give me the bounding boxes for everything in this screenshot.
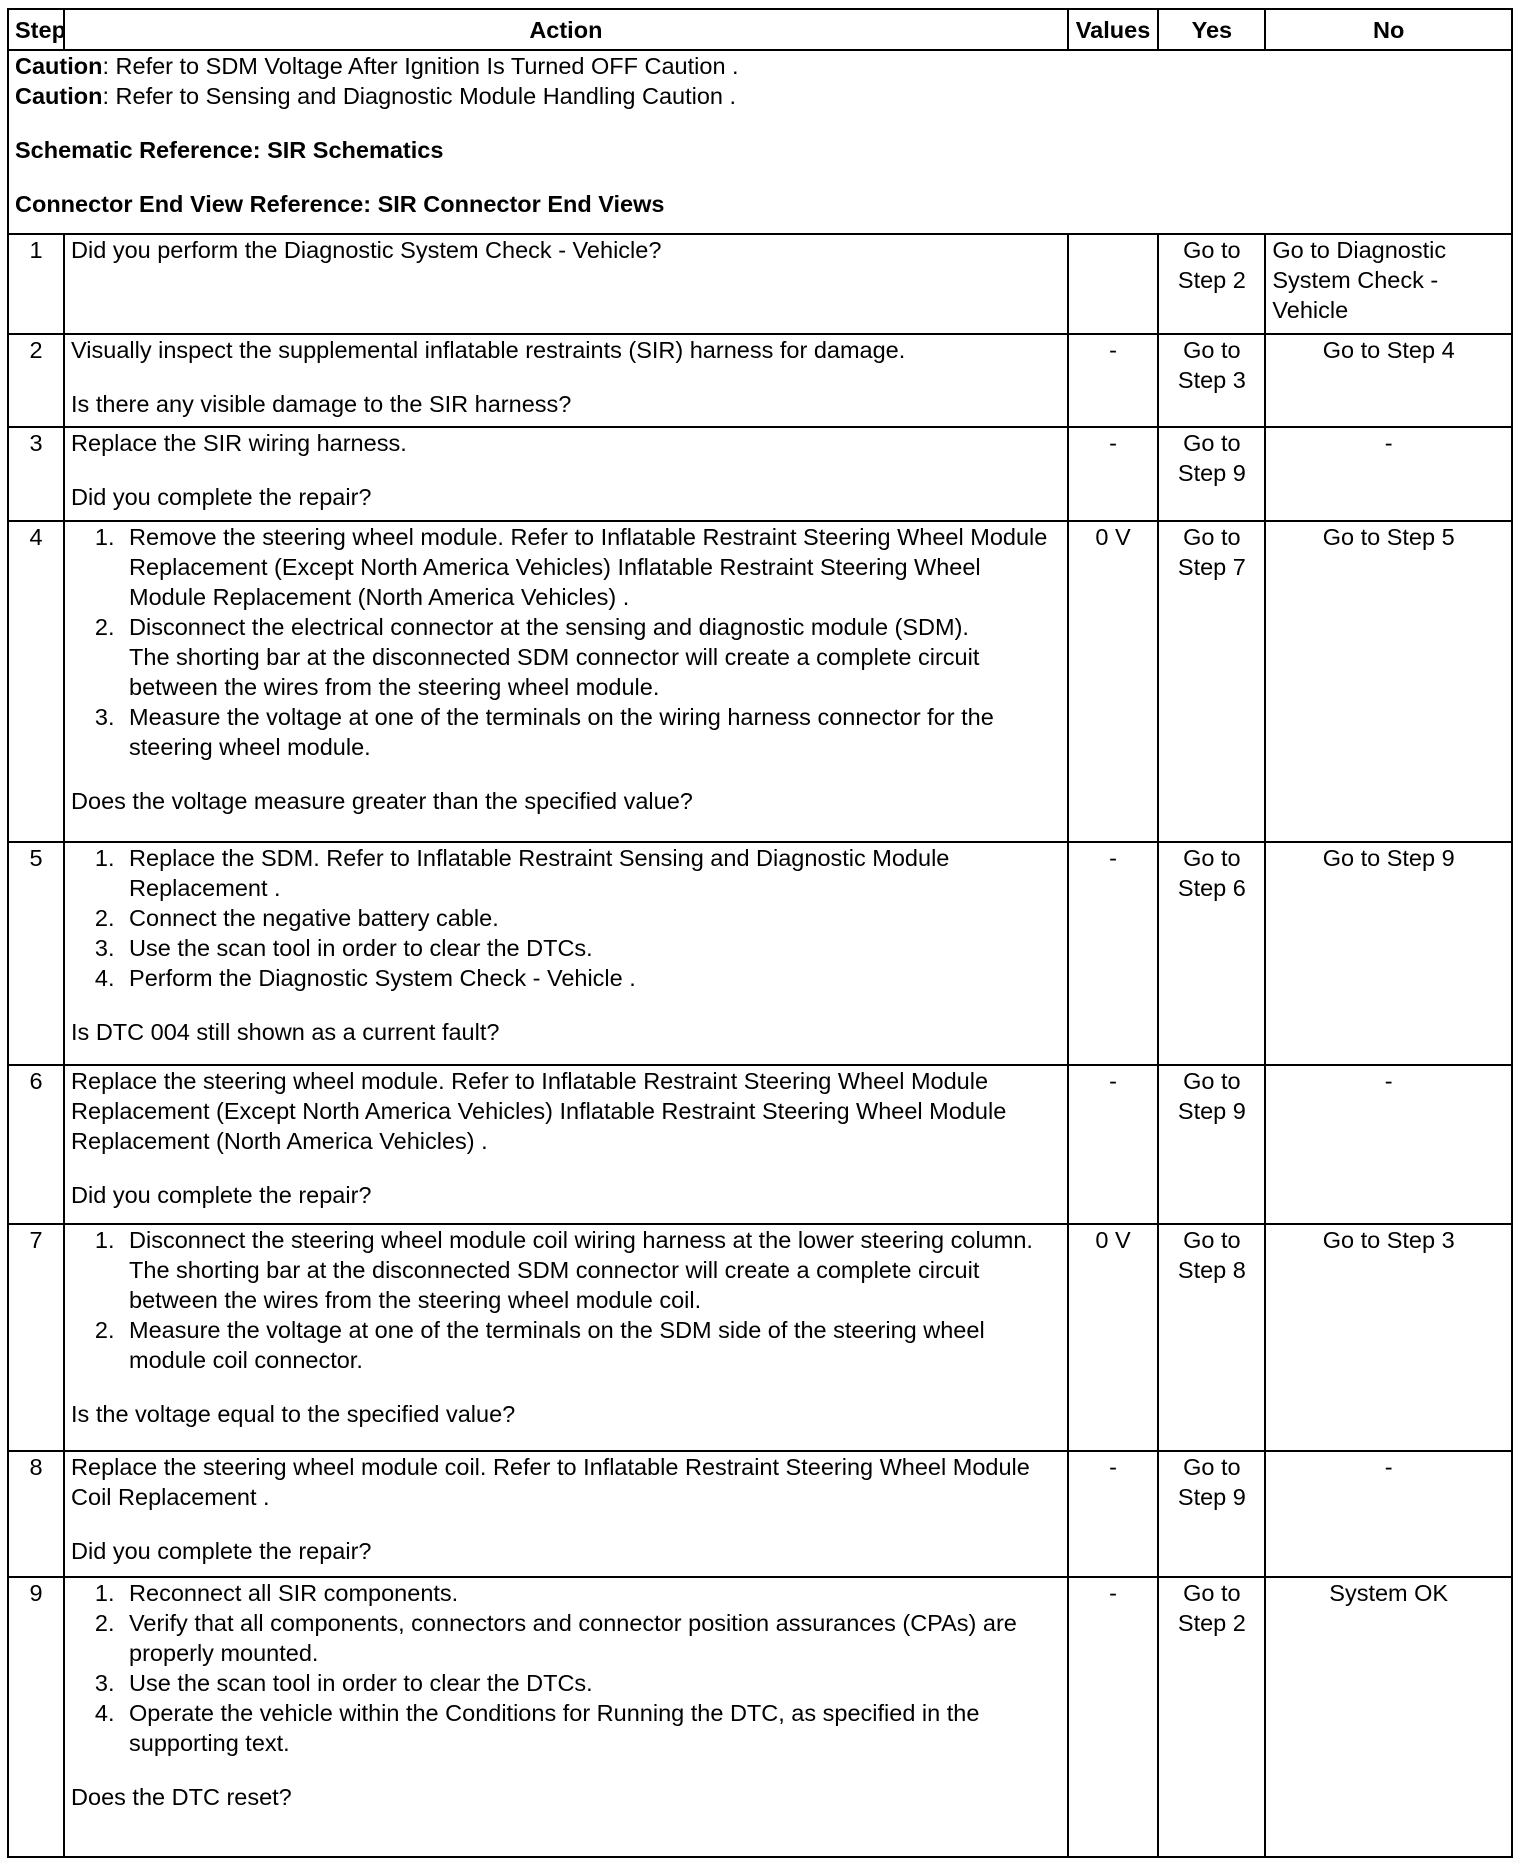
yes-cell: Go to Step 6 — [1158, 842, 1265, 1065]
question: Is the voltage equal to the specified value? — [71, 1400, 516, 1427]
caution-label: Caution — [15, 83, 103, 109]
step-number: 7 — [8, 1224, 64, 1452]
list-item — [121, 1225, 1061, 1315]
yes-cell: Go to Step 9 — [1158, 1451, 1265, 1577]
action-text: Replace the steering wheel module. Refer to Inflatable Restraint Steering Wheel Module Replacement (Except North America Vehicles) Inflatable Restraint Steering Wheel Module Replacement (North America Vehicles) . — [71, 1068, 1007, 1155]
no-cell: - — [1265, 1451, 1512, 1577]
no-cell: Go to Step 9 — [1265, 842, 1512, 1065]
step-number: 2 — [8, 334, 64, 427]
step-number: 1 — [8, 234, 64, 334]
header-values: Values — [1068, 9, 1159, 50]
step-number: 6 — [8, 1065, 64, 1223]
list-item: 4. Operate the vehicle within the Conditions for Running the DTC, as specified in the supporting text. — [121, 1698, 1061, 1758]
values-cell: - — [1068, 334, 1159, 427]
action-cell — [64, 334, 1068, 427]
no-cell: Go to Step 4 — [1265, 334, 1512, 427]
table-row — [8, 427, 1512, 520]
table-row — [8, 334, 1512, 427]
action-text: Visually inspect the supplemental inflatable restraints (SIR) harness for damage. — [71, 337, 906, 364]
question: Did you complete the repair? — [71, 484, 372, 511]
question: Does the DTC reset? — [71, 1784, 292, 1811]
action-list — [71, 1578, 1061, 1758]
table-row — [8, 1224, 1512, 1452]
action-cell — [64, 1451, 1068, 1577]
list-item: 1. Reconnect all SIR components. — [121, 1578, 1061, 1608]
yes-cell: Go to Step 3 — [1158, 334, 1265, 427]
header-row — [8, 9, 1512, 50]
action-list — [71, 1225, 1061, 1375]
caution-2-text: : Refer to Sensing and Diagnostic Module Handling Caution . — [102, 83, 737, 109]
no-cell: Go to Diagnostic System Check - Vehicle — [1265, 234, 1512, 334]
step-number: 4 — [8, 521, 64, 842]
list-item: 3. Use the scan tool in order to clear the DTCs. — [121, 933, 1061, 963]
schematic-reference: Schematic Reference: SIR Schematics — [15, 137, 444, 163]
values-cell: - — [1068, 1577, 1159, 1857]
caution-1 — [15, 51, 1505, 81]
values-cell: - — [1068, 1451, 1159, 1577]
preamble-row — [8, 50, 1512, 234]
action-list — [71, 843, 1061, 993]
yes-cell: Go to Step 2 — [1158, 234, 1265, 334]
no-cell: - — [1265, 427, 1512, 520]
question: Is DTC 004 still shown as a current fault? — [71, 1018, 500, 1045]
header-step: Step — [8, 9, 64, 50]
caution-label: Caution — [15, 53, 103, 79]
table-row — [8, 521, 1512, 842]
table-row — [8, 1577, 1512, 1857]
list-item: 3. Measure the voltage at one of the terminals on the wiring harness connector for the steering wheel module. — [121, 702, 1061, 762]
list-item: 1. Replace the SDM. Refer to Inflatable Restraint Sensing and Diagnostic Module Replacement . — [121, 843, 1061, 903]
list-item: 4. Perform the Diagnostic System Check - Vehicle . — [121, 963, 1061, 993]
list-item-text: Disconnect the steering wheel module coil wiring harness at the lower steering column. — [129, 1226, 1033, 1253]
step-number: 5 — [8, 842, 64, 1065]
action-list — [71, 522, 1061, 762]
values-cell: 0 V — [1068, 521, 1159, 842]
action-cell — [64, 842, 1068, 1065]
list-item-note: The shorting bar at the disconnected SDM connector will create a complete circuit between the wires from the steering wheel module coil. — [129, 1256, 980, 1313]
no-cell: Go to Step 3 — [1265, 1224, 1512, 1452]
action-text: Replace the steering wheel module coil. Refer to Inflatable Restraint Steering Wheel Module Coil Replacement . — [71, 1454, 1030, 1511]
action-cell — [64, 521, 1068, 842]
table-row — [8, 1065, 1512, 1223]
step-number: 9 — [8, 1577, 64, 1857]
list-item: 2. Verify that all components, connectors and connector position assurances (CPAs) are properly mounted. — [121, 1608, 1061, 1668]
header-no: No — [1265, 9, 1512, 50]
values-cell: - — [1068, 427, 1159, 520]
values-cell: - — [1068, 1065, 1159, 1223]
values-cell: - — [1068, 842, 1159, 1065]
connector-reference: Connector End View Reference: SIR Connector End Views — [15, 191, 665, 217]
values-cell — [1068, 234, 1159, 334]
question: Did you perform the Diagnostic System Check - Vehicle? — [71, 237, 662, 264]
action-text: Replace the SIR wiring harness. — [71, 430, 407, 457]
table-row — [8, 842, 1512, 1065]
action-cell — [64, 1224, 1068, 1452]
action-cell — [64, 234, 1068, 334]
diagnostic-table — [7, 8, 1513, 1858]
no-cell: System OK — [1265, 1577, 1512, 1857]
preamble-cell — [8, 50, 1512, 234]
no-cell: - — [1265, 1065, 1512, 1223]
list-item: 3. Use the scan tool in order to clear the DTCs. — [121, 1668, 1061, 1698]
question: Did you complete the repair? — [71, 1538, 372, 1565]
list-item: 1. Remove the steering wheel module. Refer to Inflatable Restraint Steering Wheel Module Replacement (Except North America Vehicles) Inflatable Restraint Steering Wheel Module Replacement (North America Vehicles) . — [121, 522, 1061, 612]
yes-cell: Go to Step 8 — [1158, 1224, 1265, 1452]
header-action: Action — [64, 9, 1068, 50]
caution-2 — [15, 81, 1505, 111]
values-cell: 0 V — [1068, 1224, 1159, 1452]
no-cell: Go to Step 5 — [1265, 521, 1512, 842]
question: Did you complete the repair? — [71, 1182, 372, 1209]
question: Is there any visible damage to the SIR harness? — [71, 391, 572, 418]
list-item: 2. Connect the negative battery cable. — [121, 903, 1061, 933]
yes-cell: Go to Step 9 — [1158, 427, 1265, 520]
action-cell — [64, 427, 1068, 520]
caution-1-text: : Refer to SDM Voltage After Ignition Is Turned OFF Caution . — [102, 53, 739, 79]
action-cell — [64, 1577, 1068, 1857]
header-yes: Yes — [1158, 9, 1265, 50]
action-cell — [64, 1065, 1068, 1223]
yes-cell: Go to Step 2 — [1158, 1577, 1265, 1857]
list-item-note: The shorting bar at the disconnected SDM connector will create a complete circuit between the wires from the steering wheel module. — [129, 643, 980, 700]
question: Does the voltage measure greater than the specified value? — [71, 787, 693, 814]
step-number: 3 — [8, 427, 64, 520]
list-item — [121, 612, 1061, 702]
list-item: 2. Measure the voltage at one of the terminals on the SDM side of the steering wheel module coil connector. — [121, 1315, 1061, 1375]
table-row — [8, 1451, 1512, 1577]
table-row — [8, 234, 1512, 334]
step-number: 8 — [8, 1451, 64, 1577]
yes-cell: Go to Step 9 — [1158, 1065, 1265, 1223]
list-item-text: Disconnect the electrical connector at the sensing and diagnostic module (SDM). — [129, 613, 969, 640]
yes-cell: Go to Step 7 — [1158, 521, 1265, 842]
